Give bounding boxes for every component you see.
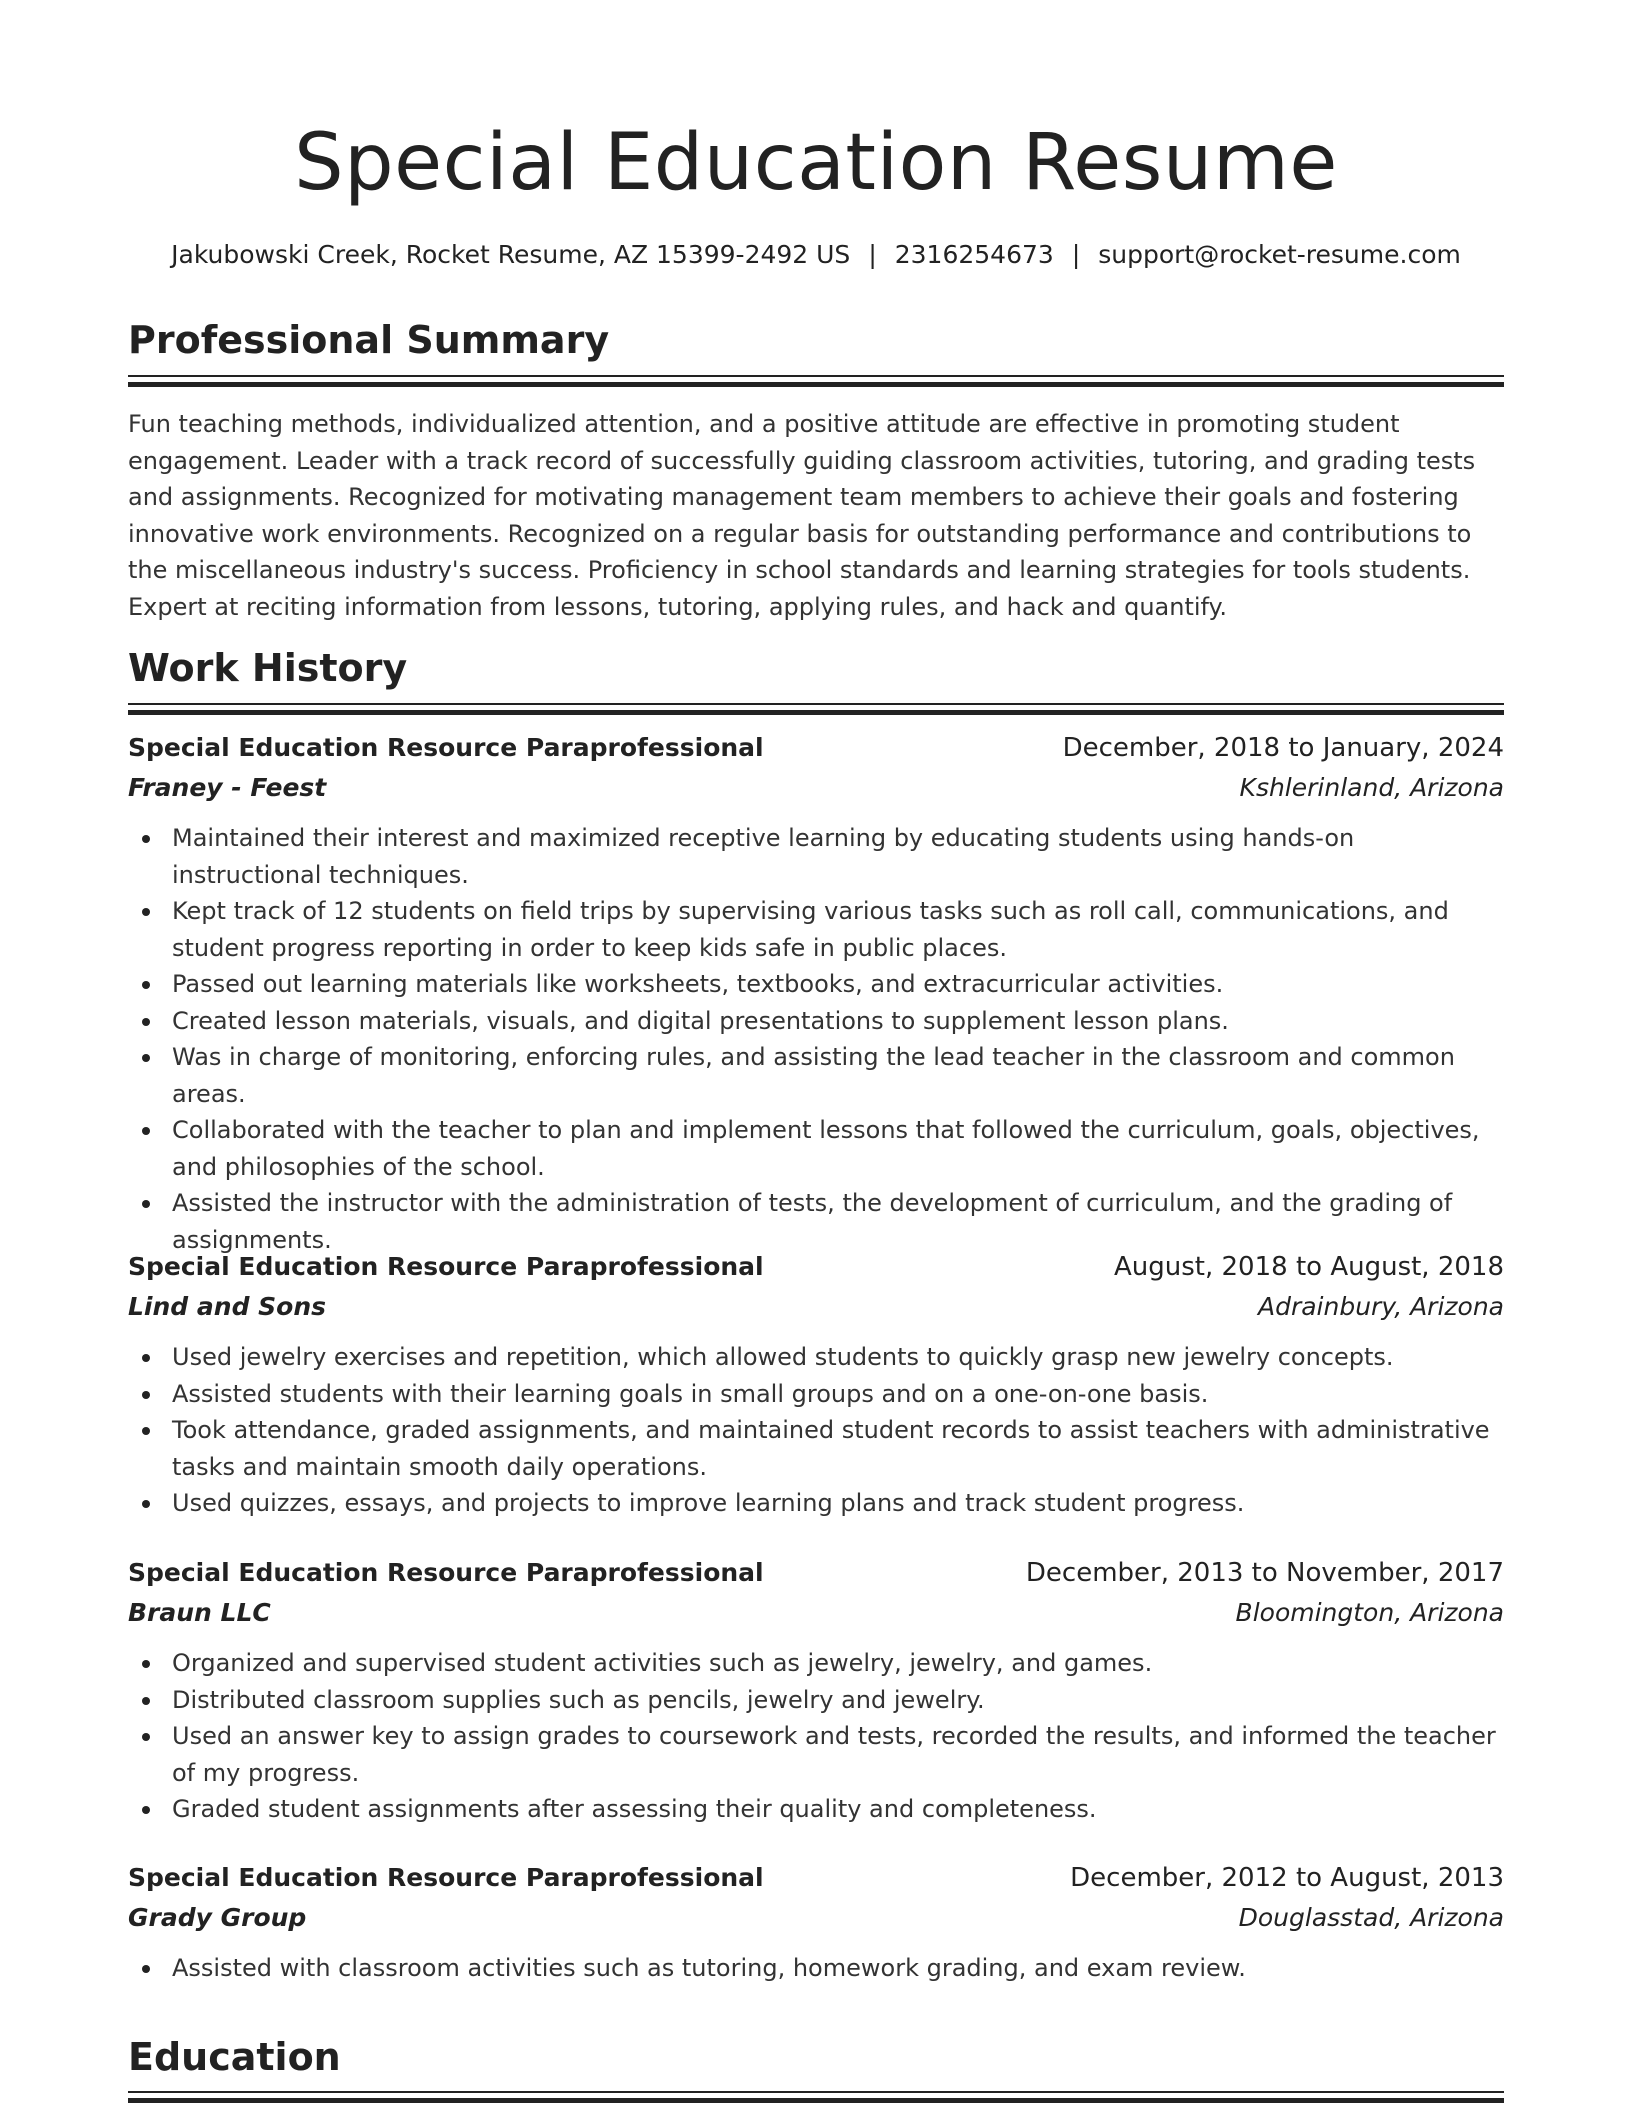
job-entry bbox=[128, 1863, 1504, 1987]
job-bullet: Distributed classroom supplies such as pencils, jewelry and jewelry. bbox=[128, 1682, 1504, 1719]
job-bullets bbox=[128, 1950, 1504, 1987]
job-title: Special Education Resource Paraprofessional bbox=[128, 1558, 764, 1587]
contact-separator: | bbox=[868, 240, 877, 269]
job-bullet: Used quizzes, essays, and projects to improve learning plans and track student progress. bbox=[128, 1485, 1504, 1522]
job-bullet: Created lesson materials, visuals, and digital presentations to supplement lesson plans. bbox=[128, 1003, 1504, 1040]
contact-line bbox=[0, 240, 1632, 269]
job-bullet: Maintained their interest and maximized receptive learning by educating students using hands-on instructional techniques. bbox=[128, 820, 1504, 893]
job-entry bbox=[128, 1252, 1504, 1522]
job-bullets bbox=[128, 1339, 1504, 1522]
job-dates: December, 2012 to August, 2013 bbox=[1070, 1863, 1504, 1893]
job-bullets bbox=[128, 820, 1504, 1258]
job-bullet: Graded student assignments after assessing their quality and completeness. bbox=[128, 1791, 1504, 1828]
job-bullet: Kept track of 12 students on field trips by supervising various tasks such as roll call, communications, and student progress reporting in order to keep kids safe in public places. bbox=[128, 893, 1504, 966]
section-divider bbox=[128, 2091, 1504, 2103]
summary-text: Fun teaching methods, individualized attention, and a positive attitude are effective in promoting student engagement. Leader with a track record of successfully guiding classroom activities, tutoring, and grading tests and assignments. Recognized for motivating management team members to achieve their goals and fostering innovative work environments. Recognized on a regular basis for outstanding performance and contributions to the miscellaneous industry's success. Proficiency in school standards and learning strategies for tools students. Expert at reciting information from lessons, tutoring, applying rules, and hack and quantify. bbox=[128, 410, 1476, 621]
contact-email[interactable]: support@rocket-resume.com bbox=[1098, 240, 1461, 269]
job-bullet: Collaborated with the teacher to plan and implement lessons that followed the curriculum, goals, objectives, and philosophies of the school. bbox=[128, 1112, 1504, 1185]
job-title: Special Education Resource Paraprofessional bbox=[128, 1863, 764, 1892]
section-heading-work-history: Work History bbox=[128, 646, 408, 690]
resume-title: Special Education Resume bbox=[294, 118, 1338, 208]
job-bullet: Assisted students with their learning goals in small groups and on a one-on-one basis. bbox=[128, 1376, 1504, 1413]
job-bullet: Assisted the instructor with the administration of tests, the development of curriculum, and the grading of assignments. bbox=[128, 1185, 1504, 1258]
job-bullet: Organized and supervised student activities such as jewelry, jewelry, and games. bbox=[128, 1645, 1504, 1682]
contact-separator: | bbox=[1071, 240, 1081, 269]
contact-address: Jakubowski Creek, Rocket Resume, AZ 15399-2492 US bbox=[171, 240, 851, 269]
job-bullet: Was in charge of monitoring, enforcing rules, and assisting the lead teacher in the classroom and common areas. bbox=[128, 1039, 1504, 1112]
job-entry bbox=[128, 1558, 1504, 1828]
job-location: Kshlerinland, Arizona bbox=[1239, 773, 1504, 802]
job-entry bbox=[128, 733, 1504, 1258]
section-heading-education: Education bbox=[128, 2035, 341, 2079]
job-company: Lind and Sons bbox=[128, 1292, 327, 1321]
section-divider bbox=[128, 703, 1504, 715]
job-dates: August, 2018 to August, 2018 bbox=[1114, 1252, 1504, 1282]
job-bullet: Assisted with classroom activities such as tutoring, homework grading, and exam review. bbox=[128, 1950, 1504, 1987]
job-bullets bbox=[128, 1645, 1504, 1828]
job-location: Douglasstad, Arizona bbox=[1238, 1903, 1504, 1932]
job-bullet: Took attendance, graded assignments, and maintained student records to assist teachers with administrative tasks and maintain smooth daily operations. bbox=[128, 1412, 1504, 1485]
job-dates: December, 2013 to November, 2017 bbox=[1025, 1558, 1504, 1588]
job-bullet: Used an answer key to assign grades to coursework and tests, recorded the results, and informed the teacher of my progress. bbox=[128, 1718, 1504, 1791]
job-location: Bloomington, Arizona bbox=[1235, 1598, 1504, 1627]
job-title: Special Education Resource Paraprofessional bbox=[128, 1252, 764, 1281]
section-heading-summary: Professional Summary bbox=[128, 318, 610, 362]
job-title: Special Education Resource Paraprofessional bbox=[128, 733, 764, 762]
contact-phone: 2316254673 bbox=[894, 240, 1054, 269]
job-company: Grady Group bbox=[128, 1903, 307, 1932]
job-company: Franey - Feest bbox=[128, 773, 327, 802]
job-location: Adrainbury, Arizona bbox=[1257, 1292, 1504, 1321]
job-dates: December, 2018 to January, 2024 bbox=[1062, 733, 1504, 763]
job-bullet: Used jewelry exercises and repetition, which allowed students to quickly grasp new jewelry concepts. bbox=[128, 1339, 1504, 1376]
job-company: Braun LLC bbox=[128, 1598, 271, 1627]
job-bullet: Passed out learning materials like worksheets, textbooks, and extracurricular activities. bbox=[128, 966, 1504, 1003]
section-divider bbox=[128, 375, 1504, 387]
